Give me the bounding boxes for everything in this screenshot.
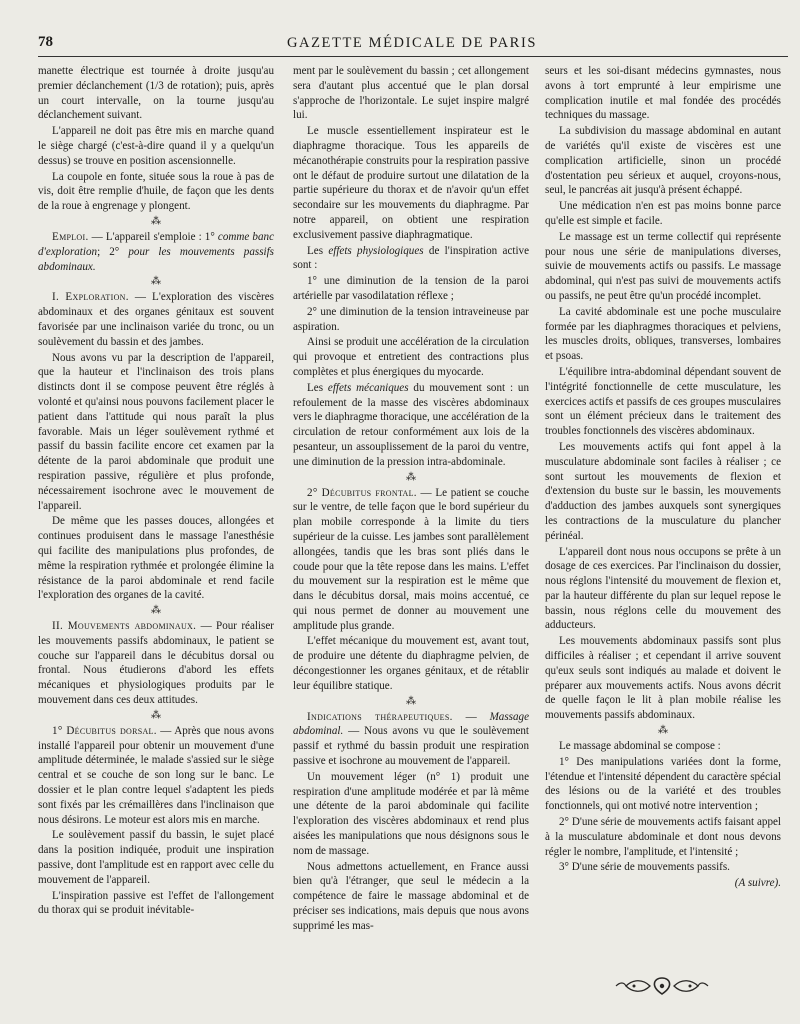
text: du mouvement sont : un refoulement de la masse des viscères abdominaux vers le diaphragme thoracique, une accélération de la circulation de retour conformément aux lois de la pesanteur, un assouplissement de la paroi du ventre, une diminution de la pression intra-abdominale.	[293, 381, 529, 468]
section-separator: ⁂	[151, 276, 161, 288]
section-separator: ⁂	[151, 709, 161, 721]
paragraph: Le massage est un terme collectif qui représente pour nous une série de manipulations diverses, suivie de mouvements actifs ou passifs. Le massage abdominal, qui n'est pas suivi de mouvements actifs ou passifs, ne peut être qu'un procédé incomplet.	[545, 230, 781, 302]
text: de l'inspiration active sont :	[293, 244, 530, 272]
italic-text: (A suivre).	[734, 877, 781, 890]
paragraph: La cavité abdominale est une poche musculaire formée par les diaphragmes thoraciques et pelviens, les muscles droits, obliques, transverses, lombaires et psoas.	[545, 305, 781, 363]
section-separator: ⁂	[658, 725, 668, 737]
section-heading: I. Exploration.	[52, 291, 129, 304]
paragraph: L'effet mécanique du mouvement est, avant tout, de produire une détente du diaphragme pelvien, de décongestionner les organes génitaux, et de rétablir leur équilibre statique.	[293, 635, 529, 692]
paragraph: L'appareil dont nous nous occupons se prête à un dosage de ces exercices. Par l'inclinaison du dossier, nous réglons l'intensité du mouvement de flexion et, par la hauteur différente du plan sur lequel repose le bassin, nous réglons celle du mouvement des adducteurs.	[545, 545, 781, 632]
paragraph: Le muscle essentiellement inspirateur est le diaphragme thoracique. Tous les appareils de mécanothérapie construits pour la respiration passive ont le défaut de produire surtout une dilatation de la partie supérieure du thorax et de n'avoir qu'un effet secondaire sur les mouvements du diaphragme. Par notre appareil, on obtient une respiration exclusivement passive diaphragmatique.	[293, 125, 529, 241]
italic-text: comme banc d'exploration	[38, 230, 274, 258]
italic-text: pour les mouvements passifs abdominaux.	[38, 245, 274, 273]
paragraph-exploration	[38, 290, 274, 349]
section-separator: ⁂	[151, 215, 161, 227]
column-3	[545, 64, 781, 892]
section-heading: Indications thérapeutiques.	[307, 710, 453, 723]
ornament-icon	[612, 972, 712, 1000]
paragraph-effets-mecaniques	[293, 381, 529, 470]
page-number: 78	[38, 34, 53, 50]
paragraph: Un mouvement léger (n° 1) produit une respiration d'une amplitude modérée et par là même une détente de la paroi abdominale qui facilite l'exploration des viscères abdominaux et rend plus aisées les manipulations que nous désignons sous le nom de massage.	[293, 770, 529, 857]
paragraph: Les mouvements abdominaux passifs sont plus difficiles à réaliser ; et cependant il arrive souvent qu'eux seuls sont indiqués au malade et doivent le préparer aux mouvements actifs. Nous avons décrit de quelle façon le lit à plan mobile réalise les mouvements passifs abdominaux.	[545, 635, 781, 722]
running-title: GAZETTE MÉDICALE DE PARIS	[286, 35, 538, 51]
paragraph: Nous admettons actuellement, en France aussi bien qu'à l'étranger, que seul le médecin a la compétence de faire le massage abdominal et de préciser ses indications, mais depuis que nous avons supprimé les mas-	[293, 860, 529, 932]
paragraph-emploi	[38, 230, 274, 274]
paragraph: seurs et les soi-disant médecins gymnastes, nous avons à tort emprunté à leur empirisme une complication inutile et mal fondée des procédés techniques du massage.	[545, 65, 781, 122]
paragraph: Les mouvements actifs qui font appel à la musculature abdominale sont faciles à réaliser ; ce sont surtout les mouvements de flexion et d'extension du buste sur le bassin, les mouvements d'adduction des jambes auxquels sont synergiques les contractions de la musculature du plancher périnéal.	[545, 440, 781, 542]
paragraph: L'équilibre intra-abdominal dépendant souvent de l'intégrité fonctionnelle de cette musculature, les exercices actifs et passifs de ces groupes musculaires sont un élément précieux dans le traitement des troubles fonctionnels des viscères abdominaux.	[545, 365, 781, 438]
text: — L'exploration des viscères abdominaux et des organes génitaux est souvent favorisée par une inclinaison variée du tronc, ou un soulèvement du bassin et des jambes.	[38, 291, 274, 348]
paragraph: De même que les passes douces, allongées et continues produisent dans le massage l'anesthésie qui facilite des manipulations plus profondes, de même la respiration rythmée et prolongée élimine la résistance de la paroi abdominale et rend facile l'exploration des organes de la cavité.	[38, 515, 274, 602]
text: —	[452, 710, 490, 723]
text: Les	[307, 381, 328, 394]
text: — Le patient se couche sur le ventre, de telle façon que le bord supérieur du plan mobile corresponde à la limite du tiers supérieur de la cuisse. Les jambes sont parallèlement allongées, tandis que les bras sont pliés dans le coude pour que la tête repose dans les mains. L'effet du mouvement sur la respiration est le même que dans le décubitus dorsal, mais moins accentué, ce qui nous permet de donner au mouvement une amplitude plus grande.	[293, 486, 529, 632]
paragraph: 2° une diminution de la tension intraveineuse par aspiration.	[293, 305, 529, 333]
header-rule	[38, 56, 788, 57]
italic-text: Massage abdominal.	[293, 710, 530, 738]
paragraph-decubitus-dorsal	[38, 724, 274, 828]
italic-text: effets physiologiques	[328, 244, 424, 257]
text: — Nous avons vu que le soulèvement passif et rythmé du bassin produit une respiration passive et isochrone au mouvement de l'appareil.	[293, 725, 529, 768]
section-heading: Emploi.	[52, 230, 89, 243]
text: — L'appareil s'emploie : 1°	[88, 230, 218, 243]
section-separator: ⁂	[151, 605, 161, 617]
paragraph: Le massage abdominal se compose :	[559, 740, 721, 753]
italic-text: effets mécaniques	[327, 381, 409, 394]
paragraph: Une médication n'en est pas moins bonne parce qu'elle est simple et facile.	[545, 200, 781, 227]
to-be-continued	[545, 876, 781, 891]
column-2	[293, 64, 529, 935]
paragraph: L'inspiration passive est l'effet de l'allongement du thorax qui se produit inévitable-	[38, 889, 274, 917]
paragraph: Ainsi se produit une accélération de la circulation qui provoque et entretient des contractions plus complètes et plus énergiques du myocarde.	[293, 336, 529, 378]
text: — Après que nous avons installé l'appareil pour obtenir un mouvement d'une amplitude déterminée, le malade s'assied sur le siège central et se couche de son long sur le banc. Le dossier et le plan contre lequel s'adaptent les pieds sont fixés par les crémaillères dans l'inclinaison que nous désirons. Le moteur est alors mis en marche.	[38, 724, 274, 826]
text: — Pour réaliser les mouvements passifs abdominaux, le patient se couche sur l'appareil dans le décubitus dorsal ou frontal. Nous étudierons d'abord les effets mécaniques et physiologiques produits par le mouvement dans ces deux attitudes.	[38, 620, 274, 707]
section-heading: II. Mouvements abdominaux.	[52, 620, 197, 633]
paragraph-decubitus-frontal	[293, 486, 529, 634]
paragraph: 1° Des manipulations variées dont la forme, l'étendue et l'intensité dépendent du caractère spécial des lésions ou de la variété et des troubles fonctionnels, qui ont motivé notre intervention ;	[545, 755, 781, 813]
paragraph: Le soulèvement passif du bassin, le sujet placé dans la position indiquée, produit une inspiration passive, dont l'amplitude est en rapport avec celle du mouvement de l'appareil.	[38, 829, 274, 886]
paragraph: manette électrique est tournée à droite jusqu'au premier déclanchement (1/3 de rotation); puis, après un court intervalle, on la tourne jusqu'au déclanchement suivant.	[38, 65, 274, 122]
paragraph: L'appareil ne doit pas être mis en marche quand le siège chargé (c'est-à-dire quand il y a quelqu'un dessus) se trouve en position ascensionnelle.	[38, 125, 274, 167]
paragraph: 1° une diminution de la tension de la paroi artérielle par vasodilatation réflexe ;	[293, 275, 529, 302]
paragraph-indications	[293, 710, 529, 769]
section-heading: 2° Décubitus frontal.	[307, 486, 417, 499]
paragraph: La subdivision du massage abdominal en autant de variétés qu'il existe de viscères est une complication artificielle, sinon un procédé d'ostentation peu sérieux et auquel, croyons-nous, seul, le pancréas ait jusqu'à présent échappé.	[545, 125, 781, 197]
section-separator: ⁂	[406, 695, 416, 707]
text: Les	[307, 244, 329, 257]
section-separator: ⁂	[406, 471, 416, 483]
paragraph: 3° D'une série de mouvements passifs.	[559, 861, 730, 874]
paragraph-effets-physiologiques	[293, 244, 529, 274]
paragraph: ment par le soulèvement du bassin ; cet allongement sera d'autant plus accentué que le plan dorsal s'approche de l'horizontale. Le sujet inspire malgré lui.	[293, 65, 529, 122]
column-1	[38, 64, 274, 919]
page-header	[38, 34, 786, 54]
paragraph: La coupole en fonte, située sous la roue à pas de vis, doit être remplie d'huile, de façon que les dents de la roue à engrenage y plongent.	[38, 170, 274, 213]
text: ; 2°	[97, 245, 129, 258]
paragraph-mouvements	[38, 619, 274, 708]
paragraph: Nous avons vu par la description de l'appareil, que la hauteur et l'inclinaison des trois plans distincts dont il se compose peuvent être réglés à volonté et qu'ainsi nous pouvons facilement placer le patient dans l'attitude qui nous paraît la plus favorable. Mais un léger soulèvement rythmé et passif du bassin facilite encore cet examen par la détente de la paroi abdominale que produit une respiration passive, régulière et plus profonde, nécessairement isochrone avec le mouvement de l'appareil.	[38, 351, 274, 512]
paragraph: 2° D'une série de mouvements actifs faisant appel à la musculature abdominale et dont nous devons régler le nombre, l'amplitude, et l'intensité ;	[545, 816, 781, 858]
section-heading: 1° Décubitus dorsal.	[52, 724, 157, 737]
